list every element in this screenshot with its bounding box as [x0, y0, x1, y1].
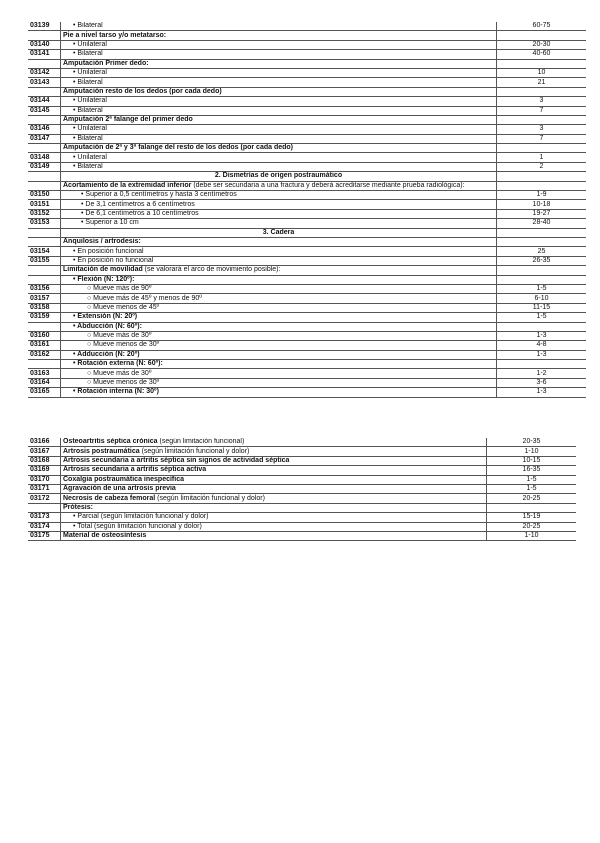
row-code: 03173 — [28, 513, 61, 522]
row-code: 03160 — [28, 331, 61, 340]
table-row — [28, 378, 586, 387]
row-points — [497, 237, 587, 246]
table-row — [28, 360, 586, 369]
row-code — [28, 115, 61, 124]
table-row — [28, 313, 586, 322]
row-description-note: (debe ser secundaria a una fractura y deberá acreditarse mediante prueba radiológica): — [191, 181, 465, 189]
row-description-main: Osteoartritis séptica crónica — [63, 438, 158, 446]
row-points — [497, 228, 587, 237]
row-code: 03162 — [28, 350, 61, 359]
row-points: 19-27 — [497, 209, 587, 218]
row-code — [28, 266, 61, 275]
table-row — [28, 200, 586, 209]
row-points — [497, 172, 587, 181]
row-points — [497, 275, 587, 284]
row-points: 7 — [497, 106, 587, 115]
table-row — [28, 388, 586, 397]
row-code: 03151 — [28, 200, 61, 209]
table-row — [28, 447, 576, 456]
row-description: Prótesis: — [61, 503, 487, 512]
table-row — [28, 247, 586, 256]
row-description: • Bilateral — [61, 106, 497, 115]
row-points — [497, 181, 587, 190]
row-code — [28, 87, 61, 96]
row-code: 03154 — [28, 247, 61, 256]
row-code: 03164 — [28, 378, 61, 387]
row-description: Agravación de una artrosis previa — [61, 484, 487, 493]
table-row — [28, 134, 586, 143]
row-points — [497, 115, 587, 124]
row-points: 20-25 — [487, 494, 577, 503]
row-description: • Unilateral — [61, 40, 497, 49]
table-row — [28, 115, 586, 124]
row-points — [497, 59, 587, 68]
row-description: Artrosis secundaria a artritis séptica sin signos de actividad séptica — [61, 456, 487, 465]
row-points: 1-10 — [487, 531, 577, 540]
row-code: 03168 — [28, 456, 61, 465]
row-description-note: (según limitación funcional y dolor) — [139, 447, 250, 455]
table-row — [28, 78, 586, 87]
row-points — [497, 360, 587, 369]
row-points: 3 — [497, 125, 587, 134]
row-description: • Superior a 0,5 centímetros y hasta 3 centímetros — [61, 191, 497, 200]
row-points: 21 — [497, 78, 587, 87]
table-row — [28, 22, 586, 31]
row-description-note: (según limitación funcional) — [157, 438, 245, 446]
row-points — [497, 322, 587, 331]
row-points: 15-19 — [487, 513, 577, 522]
row-code — [28, 31, 61, 40]
row-code — [28, 360, 61, 369]
row-description-note: (se valorará el arco de movimiento posible): — [142, 266, 281, 274]
table-row — [28, 266, 586, 275]
row-code: 03139 — [28, 22, 61, 31]
row-description — [61, 438, 487, 447]
row-description: • Total (según limitación funcional y dolor) — [61, 522, 487, 531]
table-row — [28, 87, 586, 96]
row-code: 03140 — [28, 40, 61, 49]
row-description — [61, 181, 497, 190]
row-code: 03175 — [28, 531, 61, 540]
table-row — [28, 503, 576, 512]
table-row — [28, 209, 586, 218]
row-description: • Bilateral — [61, 78, 497, 87]
row-code: 03149 — [28, 162, 61, 171]
row-description: • Rotación interna (N: 30º) — [61, 388, 497, 397]
table-row — [28, 162, 586, 171]
row-points: 10-15 — [487, 456, 577, 465]
row-description-main: Artrosis postraumática — [63, 447, 140, 455]
table-row — [28, 331, 586, 340]
row-code: 03153 — [28, 219, 61, 228]
table-row — [28, 438, 576, 447]
row-description: • Bilateral — [61, 162, 497, 171]
row-code: 03161 — [28, 341, 61, 350]
row-description: • Extensión (N: 20º) — [61, 313, 497, 322]
row-points: 6-10 — [497, 294, 587, 303]
row-points: 60-75 — [497, 22, 587, 31]
row-description: 3. Cadera — [61, 228, 497, 237]
table-row — [28, 350, 586, 359]
row-points: 3 — [497, 97, 587, 106]
row-points: 16-35 — [487, 466, 577, 475]
row-description: Amputación Primer dedo: — [61, 59, 497, 68]
row-description — [61, 494, 487, 503]
row-points: 1-3 — [497, 350, 587, 359]
row-description: • Unilateral — [61, 68, 497, 77]
row-code: 03156 — [28, 284, 61, 293]
row-code — [28, 503, 61, 512]
row-code — [28, 181, 61, 190]
row-points: 1-10 — [487, 447, 577, 456]
row-description: • Adducción (N: 20º) — [61, 350, 497, 359]
row-description: Amputación 2ª falange del primer dedo — [61, 115, 497, 124]
row-description: • En posición funcional — [61, 247, 497, 256]
table-row — [28, 191, 586, 200]
table-row — [28, 522, 576, 531]
row-description: Pie a nivel tarso y/o metatarso: — [61, 31, 497, 40]
row-description: • En posición no funcional — [61, 256, 497, 265]
row-description: • Abducción (N: 60º): — [61, 322, 497, 331]
table-row — [28, 228, 586, 237]
table-row — [28, 475, 576, 484]
row-points — [497, 87, 587, 96]
row-points: 1-5 — [497, 284, 587, 293]
row-description: Artrosis secundaria a artritis séptica activa — [61, 466, 487, 475]
row-description: Amputación de 2ª y 3ª falange del resto de los dedos (por cada dedo) — [61, 144, 497, 153]
row-points: 1-5 — [487, 484, 577, 493]
row-code: 03142 — [28, 68, 61, 77]
row-code: 03170 — [28, 475, 61, 484]
table-row — [28, 284, 586, 293]
row-description: • Flexión (N: 120º): — [61, 275, 497, 284]
row-code: 03159 — [28, 313, 61, 322]
row-points: 11-15 — [497, 303, 587, 312]
row-code: 03171 — [28, 484, 61, 493]
row-description-note: (según limitación funcional y dolor) — [155, 494, 265, 502]
row-points: 2 — [497, 162, 587, 171]
row-points: 10-18 — [497, 200, 587, 209]
row-code: 03141 — [28, 50, 61, 59]
row-code: 03158 — [28, 303, 61, 312]
row-code: 03147 — [28, 134, 61, 143]
table-row — [28, 456, 576, 465]
row-code — [28, 59, 61, 68]
table-row — [28, 40, 586, 49]
row-description-main: Limitación de movilidad — [63, 266, 143, 274]
impairment-table-1 — [28, 22, 586, 398]
row-code: 03157 — [28, 294, 61, 303]
table-row — [28, 125, 586, 134]
row-points — [497, 144, 587, 153]
table-row — [28, 303, 586, 312]
row-points: 20-30 — [497, 40, 587, 49]
row-description: • Unilateral — [61, 97, 497, 106]
table-row — [28, 144, 586, 153]
impairment-table-2 — [28, 438, 576, 541]
row-description: • De 3,1 centímetros a 6 centímetros — [61, 200, 497, 209]
row-code: 03152 — [28, 209, 61, 218]
row-description: • Parcial (según limitación funcional y dolor) — [61, 513, 487, 522]
row-points: 40-60 — [497, 50, 587, 59]
table-row — [28, 68, 586, 77]
row-code: 03146 — [28, 125, 61, 134]
table-row — [28, 97, 586, 106]
row-points: 4-8 — [497, 341, 587, 350]
row-code — [28, 237, 61, 246]
row-code: 03172 — [28, 494, 61, 503]
row-code — [28, 275, 61, 284]
table-row — [28, 31, 586, 40]
row-code: 03165 — [28, 388, 61, 397]
row-code — [28, 172, 61, 181]
row-code: 03169 — [28, 466, 61, 475]
row-code: 03143 — [28, 78, 61, 87]
row-code: 03166 — [28, 438, 61, 447]
row-code: 03163 — [28, 369, 61, 378]
table-row — [28, 172, 586, 181]
table-row — [28, 153, 586, 162]
row-points: 20-25 — [487, 522, 577, 531]
row-description-main: Necrosis de cabeza femoral — [63, 494, 156, 502]
row-points: 20-35 — [487, 438, 577, 447]
row-description: Anquilosis / artrodesis: — [61, 237, 497, 246]
row-description: • Bilateral — [61, 134, 497, 143]
row-points: 1-5 — [487, 475, 577, 484]
table-row — [28, 531, 576, 540]
row-description: Material de osteosíntesis — [61, 531, 487, 540]
table-row — [28, 294, 586, 303]
table-row — [28, 219, 586, 228]
table-row — [28, 341, 586, 350]
table-row — [28, 256, 586, 265]
row-points: 1-3 — [497, 388, 587, 397]
row-points: 1-2 — [497, 369, 587, 378]
row-description: • Unilateral — [61, 153, 497, 162]
row-points: 1-5 — [497, 313, 587, 322]
row-description: ○ Mueve menos de 45º — [61, 303, 497, 312]
row-code: 03148 — [28, 153, 61, 162]
row-description: ○ Mueve más de 90º — [61, 284, 497, 293]
row-description — [61, 266, 497, 275]
row-points: 3-6 — [497, 378, 587, 387]
row-description: Amputación resto de los dedos (por cada dedo) — [61, 87, 497, 96]
row-code: 03174 — [28, 522, 61, 531]
row-points — [497, 266, 587, 275]
row-description — [61, 447, 487, 456]
row-points: 10 — [497, 68, 587, 77]
row-description: Coxalgia postraumática inespecífica — [61, 475, 487, 484]
table-row — [28, 106, 586, 115]
table-row — [28, 513, 576, 522]
row-description: ○ Mueve menos de 30º — [61, 378, 497, 387]
row-description: ○ Mueve más de 45º y menos de 90º — [61, 294, 497, 303]
row-points: 26-35 — [497, 256, 587, 265]
table-row — [28, 494, 576, 503]
row-description: ○ Mueve menos de 30º — [61, 341, 497, 350]
table-row — [28, 59, 586, 68]
row-points: 1-9 — [497, 191, 587, 200]
row-code — [28, 228, 61, 237]
row-points: 25 — [497, 247, 587, 256]
table-row — [28, 50, 586, 59]
row-description: ○ Mueve más de 30º — [61, 331, 497, 340]
row-code — [28, 144, 61, 153]
table-row — [28, 322, 586, 331]
row-points: 7 — [497, 134, 587, 143]
row-description: • Bilateral — [61, 22, 497, 31]
table-row — [28, 181, 586, 190]
row-points: 28-40 — [497, 219, 587, 228]
table-row — [28, 369, 586, 378]
row-code: 03167 — [28, 447, 61, 456]
row-description: • Rotación externa (N: 60º): — [61, 360, 497, 369]
row-code — [28, 322, 61, 331]
row-points: 1-3 — [497, 331, 587, 340]
table-row — [28, 484, 576, 493]
table-row — [28, 275, 586, 284]
row-description: 2. Dismetrías de origen postraumático — [61, 172, 497, 181]
row-description: • De 6,1 centímetros a 10 centímetros — [61, 209, 497, 218]
row-points — [497, 31, 587, 40]
row-description: • Superior a 10 cm — [61, 219, 497, 228]
table-row — [28, 466, 576, 475]
row-code: 03155 — [28, 256, 61, 265]
row-description: • Unilateral — [61, 125, 497, 134]
row-points: 1 — [497, 153, 587, 162]
row-code: 03150 — [28, 191, 61, 200]
row-description-main: Acortamiento de la extremidad inferior — [63, 181, 192, 189]
row-code: 03145 — [28, 106, 61, 115]
row-code: 03144 — [28, 97, 61, 106]
table-row — [28, 237, 586, 246]
row-description: ○ Mueve más de 30º — [61, 369, 497, 378]
row-points — [487, 503, 577, 512]
row-description: • Bilateral — [61, 50, 497, 59]
